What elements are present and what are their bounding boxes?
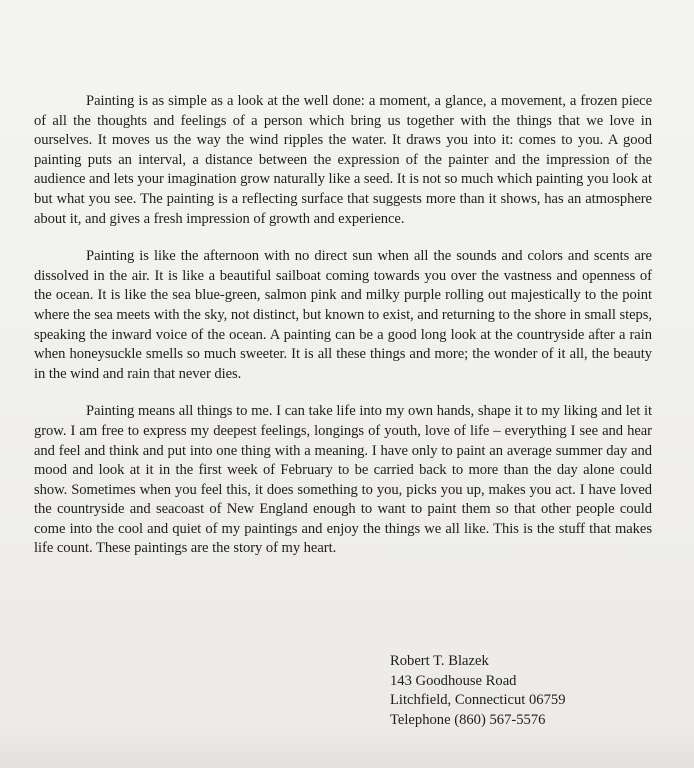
signature-block	[390, 652, 566, 730]
paragraph-2: Painting is like the afternoon with no direct sun when all the sounds and colors and scents are dissolved in the air. It is like a beautiful sailboat coming towards you over the vastness and openness of the ocean. It is like the sea blue-green, salmon pink and milky purple rolling out majestically to the point where the sea meets with the sky, not distinct, but known to exist, and returning to the shore in small steps, speaking the inward voice of the ocean. A painting can be a good long look at the countryside after a rain when honeysuckle smells so much sweeter. It is all these things and more; the wonder of it all, the beauty in the wind and rain that never dies.	[34, 248, 652, 382]
street-address: 143 Goodhouse Road	[390, 672, 517, 689]
author-name: Robert T. Blazek	[390, 653, 489, 669]
paragraph-3: Painting means all things to me. I can take life into my own hands, shape it to my liking and let it grow. I am free to express my deepest feelings, longings of youth, love of life – everything I see and hear and feel and think and put into one thing with a meaning. I have only to paint an average summer day and mood and look at it in the first week of February to be carried back to more than the day alone could show. Sometimes when you feel this, it does something to you, picks you up, makes you act. I have loved the countryside and seacoast of New England enough to want to paint them so that other people could come into the cool and quiet of my paintings and enjoy the things we all like. This is the stuff that makes life count. These paintings are the story of my heart.	[34, 403, 652, 557]
artist-statement	[34, 92, 652, 577]
paragraph-1: Painting is as simple as a look at the well done: a moment, a glance, a movement, a frozen piece of all the thoughts and feelings of a person which bring us together with the things that we love in ourselves. It moves us the way the wind ripples the water. It draws you into it: comes to you. A good painting puts an interval, a distance between the expression of the painter and the impression of the audience and lets your imagination grow naturally like a seed. It is not so much which painting you look at but what you see. The painting is a reflecting surface that suggests more than it shows, has an atmosphere about it, and gives a fresh impression of growth and experience.	[34, 93, 652, 227]
telephone: Telephone (860) 567-5576	[390, 711, 546, 728]
paper-shadow	[0, 728, 694, 768]
city-state-zip: Litchfield, Connecticut 06759	[390, 692, 566, 709]
